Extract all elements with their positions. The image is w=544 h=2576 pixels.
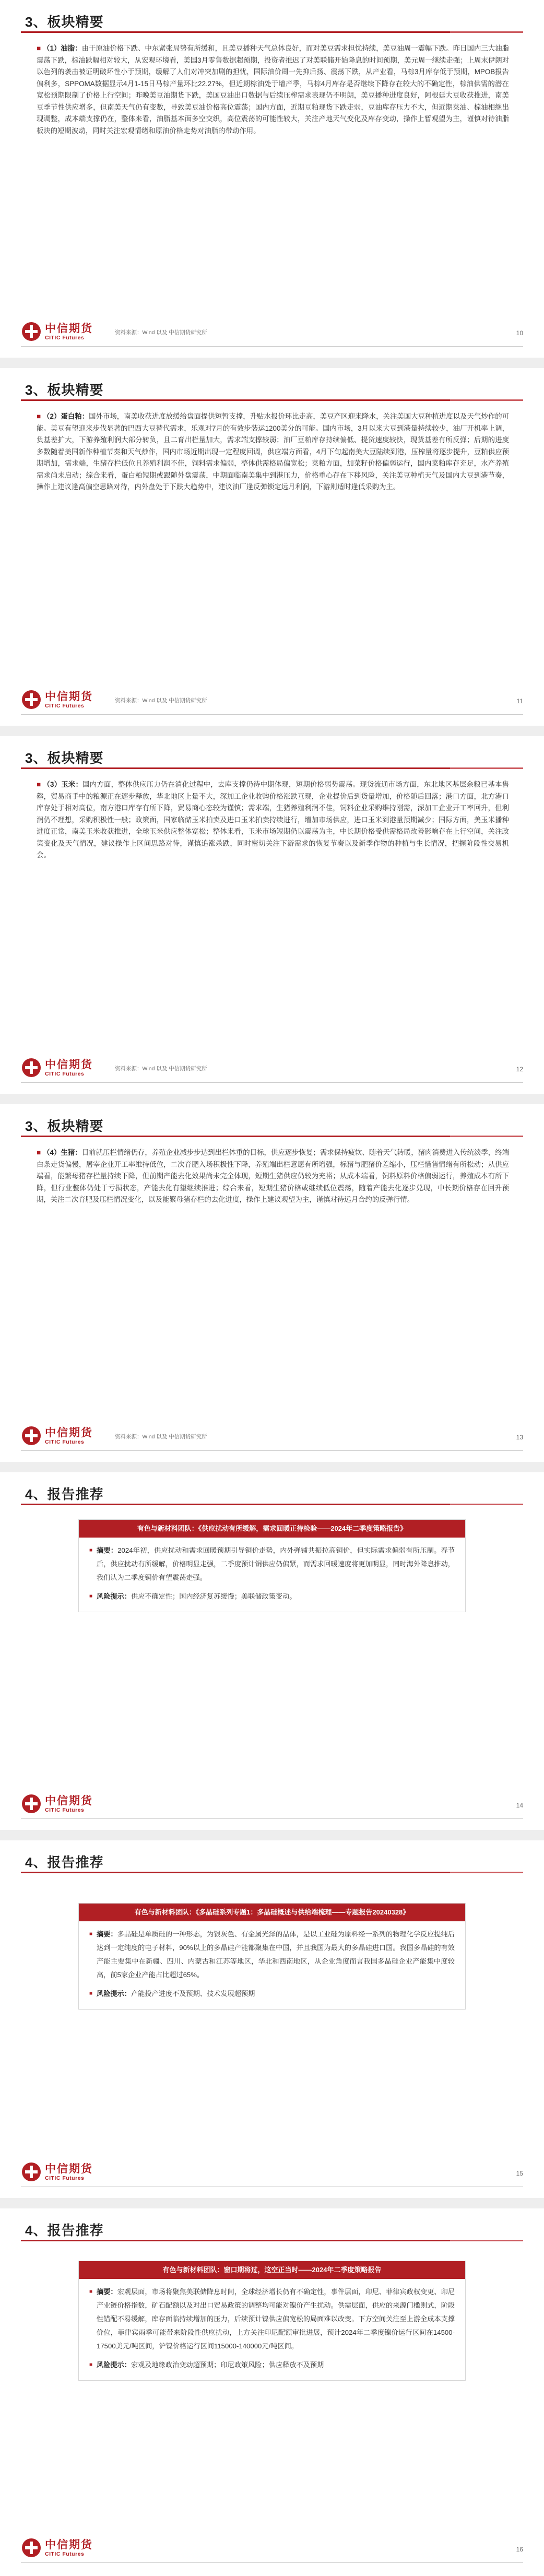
report-title[interactable]: 有色与新材料团队：《供应扰动有所缓解，需求回暖正待检验——2024年二季度策略报告》 <box>79 1520 465 1538</box>
page-number: 14 <box>516 1802 523 1809</box>
body-paragraph <box>37 1147 509 1206</box>
citic-logo-icon <box>21 1425 42 1446</box>
footer-rule <box>21 346 523 347</box>
footer-source: 资料来源：Wind 以及 中信期货研究所 <box>115 698 207 704</box>
report-risk: ■ 风险提示：产能投产进度不及预期、技术发展超预期 <box>89 1987 455 2001</box>
page-number: 12 <box>516 1066 523 1073</box>
footer-rule <box>21 1082 523 1083</box>
section-divider <box>21 1136 523 1137</box>
report-summary: ■ 摘要：2024年初，供应扰动和需求回暖预期引导铜价走势，内外弹铺共振拉高铜价，但实际需求偏弱有所压制。春节后，供应扰动有所缓解，价格明显走强，二季度预计铜供应仍偏紧，而需求回暖速度将更加明显，同时海外降息推动，我们认为二季度铜价有望震荡走强。 <box>89 1544 455 1585</box>
paragraph-lead: （4）生猪： <box>43 1149 82 1156</box>
logo-cn-text: 中信期货 <box>45 1794 93 1807</box>
citic-logo-icon <box>21 1057 42 1078</box>
paragraph-lead: （3）玉米： <box>43 781 83 788</box>
report-risk: ■ 风险提示：宏观及地缘政治变动超预期；印尼政策风险；供应释放不及预期 <box>89 2358 455 2372</box>
footer-rule <box>21 2562 523 2563</box>
section-divider <box>21 767 523 769</box>
page-separator <box>0 2198 544 2208</box>
logo-en-text: CITIC Futures <box>45 2551 85 2557</box>
report-card <box>78 1519 466 1612</box>
page-number: 11 <box>516 698 523 705</box>
citic-logo-icon <box>21 689 42 710</box>
section-title: 4、报告推荐 <box>25 1486 104 1502</box>
report-summary: ■ 摘要：宏观层面，市场将聚焦美联储降息时间，全球经济增长仍有不确定性，事件层面，印尼、菲律宾政权变更、印尼产业链价格指数，矿石配额以及对出口贸易政策的调整均可能对镍价产生扰动。供需层面，供应的来源门槛则式，阶段性错配不易缓解，库存面临持续增加的压力，后续预计镍供应偏宽松的局面难以改变。下方空间关注至上游全成本支撑价位，菲律宾雨季可能带来阶段性供应扰动，上方关注印尼配额审批进展，预计2024年二季度镍价运行区间在14500-17500美元/吨区间，沪镍价格运行区间115000-140000元/吨区间。 <box>89 2285 455 2353</box>
body-paragraph <box>37 411 509 493</box>
citic-logo-icon <box>21 2161 42 2182</box>
citic-logo-icon <box>21 321 42 342</box>
section-divider <box>21 399 523 401</box>
report-body <box>79 2279 465 2380</box>
footer-rule <box>21 1450 523 1451</box>
paragraph-text: 国外市场，南美收获进度放缓给盘面提供短暂支撑，升贴水报价环比走高，美豆产区迎来降水，关注美国大豆种植进度以及天气炒作的可能。美豆有望迎来步伐显著的巴西大豆替代需求，乐观对7月的有效步装运1200美分的可能。国内市场，3月以来大豆到港量持续较少，油厂开机率上调，负基差扩大，下游养殖利润大部分转负，且二育出栏量加大，需求端支撑较弱；油厂豆粕库存持续偏低、提货速度较快，现货基差有所反弹；后期的进度多数随着美国新作种植节奏和天气炒作，国内市场近期出现一定程度回调，供应端方面看，4月下旬起南美大豆陆续到港，压榨量将逐步提升，豆粕供应预期增加，需求端，生猪存栏低位且养殖利润不佳，饲料需求偏弱，整体供需格局偏宽松；菜粕方面，加菜籽价格偏弱运行，国内菜粕库存充足，水产养殖需求尚未启动；综合来看，蛋白粕短期或跟随外盘震荡，中期面临南美集中到港压力，价格重心存在下移风险，关注美豆种植天气及国内大豆到港节奏，操作上建议逢高偏空思路对待，内外盘处于下跌大趋势中，建议油厂逢反弹锁定远月利润，下游则适时逢低采购为主。 <box>37 412 509 491</box>
page-footer <box>21 1420 523 1451</box>
citic-futures-logo <box>21 2160 104 2183</box>
section-title: 3、板块精要 <box>25 1118 104 1134</box>
logo-cn-text: 中信期货 <box>45 690 93 703</box>
section-title: 4、报告推荐 <box>25 2223 104 2238</box>
slide-page-12 <box>0 736 544 1094</box>
slide-page-15 <box>0 1840 544 2198</box>
page-footer <box>21 2156 523 2188</box>
footer-rule <box>21 1818 523 1819</box>
page-separator <box>0 1094 544 1104</box>
page-footer <box>21 316 523 347</box>
slide-page-13 <box>0 1104 544 1462</box>
section-title: 3、板块精要 <box>25 382 104 398</box>
paragraph-text: 国内方面，整体供应压力仍在消化过程中，去库支撑仍待中期体现，短期价格弱势震荡。现货流通市场方面，东北地区基层余粮已基本售罄，贸易商手中的粮源正在逐步释放，华北地区上量不大，深加工企业收购价格涨跌互现，企业提价后到货量增加，价格随后回落；港口方面，北方港口库存处于相对高位，南方港口库存有所下降，贸易商心态较为谨慎；需求端，生猪养殖利润不佳，饲料企业采购维持刚需，深加工企业开工率回升，但利润仍不理想，采购积极性一般；政策面，国家临储玉米拍卖及进口玉米拍卖持续进行，增加市场供应，进口玉米到港量预期减少；国际方面，美玉米播种进度正常，南美玉米收获推进，全球玉米供应整体宽松；整体来看，玉米市场短期仍以震荡为主，中长期价格受供需格局改善影响存在上行空间，关注政策变化及天气情况，建议操作上区间思路对待，谨慎追涨杀跌，同时密切关注下游需求的恢复节奏以及新季作物的种植与生长情况，把握阶段性交易机会。 <box>37 781 510 859</box>
citic-futures-logo <box>21 320 104 343</box>
logo-en-text: CITIC Futures <box>45 1439 85 1445</box>
page-number: 10 <box>516 329 523 337</box>
logo-en-text: CITIC Futures <box>45 2175 85 2181</box>
report-body <box>79 1538 465 1612</box>
citic-futures-logo <box>21 2536 104 2559</box>
bullet-icon: ■ <box>37 1149 41 1156</box>
citic-logo-icon <box>21 1793 42 1814</box>
logo-cn-text: 中信期货 <box>45 1058 93 1071</box>
citic-logo-icon <box>21 2537 42 2558</box>
report-body <box>79 1921 465 2009</box>
logo-en-text: CITIC Futures <box>45 1807 85 1813</box>
footer-rule <box>21 714 523 715</box>
page-separator <box>0 1830 544 1840</box>
paragraph-lead: （2）蛋白粕： <box>43 412 89 420</box>
page-separator <box>0 726 544 736</box>
citic-futures-logo <box>21 688 104 711</box>
paragraph-text: 目前就压栏情绪仍存，养殖企业减步步达到出栏体重的目标，供应逐步恢复；需求保持疲软、随着天气转暖，猪肉消费进入传统淡季，终端白条走货偏慢，屠宰企业开工率维持低位，二次育肥入场积极性下降，养殖端出栏意愿有所增强，标猪与肥猪价差缩小，压栏惜售情绪有所松动；从供应端看，能繁母猪存栏量持续下降，但前期产能去化效果尚未完全体现，短期生猪供应仍较为充裕；从成本端看，饲料原料价格偏弱运行，养殖成本有所下降，但行业整体仍处于亏损状态，产能去化有望继续推进；综合来看，短期生猪价格或继续低位震荡，随着产能去化逐步兑现，中长期价格存在回升预期，关注二次育肥及压栏情况变化，以及能繁母猪存栏的去化进度，操作上建议观望为主，谨慎对待远月合约的反弹行情。 <box>37 1149 510 1203</box>
slide-page-14 <box>0 1472 544 1830</box>
footer-source: 资料来源：Wind 以及 中信期货研究所 <box>115 1434 207 1440</box>
page-footer <box>21 1052 523 1083</box>
body-paragraph <box>37 43 509 137</box>
logo-cn-text: 中信期货 <box>45 1426 93 1439</box>
report-card <box>78 2261 466 2381</box>
report-summary: ■ 摘要：多晶硅是单质硅的一种形态，为银灰色、有金属光泽的晶体，是以工业硅为原料经一系列的物理化学反应提纯后达到一定纯度的电子材料，90%以上的多晶硅产能都聚集在中国，并且我国为最大的多晶硅进口国。我国多晶硅的有效产能主要集中在新疆、四川、内蒙古和江苏等地区，华北和西南地区，从企业角度而言我国多晶硅企业产能集中度较高，前5家企业产能占比超过65%。 <box>89 1928 455 1982</box>
page-number: 15 <box>516 2170 523 2177</box>
bullet-icon: ■ <box>37 781 41 788</box>
paragraph-text: 由于原油价格下跌、中东紧张局势有所缓和，且美豆播种天气总体良好，而对美豆需求担忧持续，美豆油周一震幅下跌。昨日国内三大油脂震荡下跌，棕油跌幅相对较大，从宏观环境看，美国3月零售数据超预期，投资者推迟了对美联储开始降息的时间预期，美元周一继续走强；上周末伊朗对以色列的袭击被证明破坏性小于预期，缓解了人们对冲突加剧的担忧，国际油价周一先抑后扬、震荡下跌，从产业看，马棕3月库存低于预期，MPOB报告偏利多，SPPOMA数据显示4月1-15日马棕产量环比22.27%，但近期棕油处于增产季，马棕4月库存是否继续下降存在较大的不确定性，棕油供需的潜在宽松预期限制了价格上行空间；昨晚美豆油期货下跌，美国豆油出口数据与后续压榨需求表现仍不明朗，美豆播种进度良好，阿根廷大豆收获推进，南美豆季节性供应增多，但南美天气仍有变数，导致美豆油价格高位震荡；国内方面，近期豆粕现货下跌走弱，豆油库存压力不大，但近期菜油、棕油相继出现调整，成本端支撑仍在，整体来看，油脂基本面多空交织，高位震荡的可能性较大，关注产地天气变化及库存变动，操作上暂观望为主，谨慎对待油脂板块的短期波动，同时关注宏观情绪和原油价格走势对油脂的带动作用。 <box>37 44 510 135</box>
bullet-icon: ■ <box>37 412 41 420</box>
footer-source: 资料来源：Wind 以及 中信期货研究所 <box>115 1066 207 1072</box>
paragraph-lead: （1）油脂： <box>43 44 82 52</box>
citic-futures-logo <box>21 1792 104 1815</box>
slide-page-11 <box>0 368 544 726</box>
slide-page-16 <box>0 2208 544 2576</box>
section-title: 4、报告推荐 <box>25 1854 104 1870</box>
logo-cn-text: 中信期货 <box>45 2162 93 2175</box>
section-divider <box>21 1872 523 1873</box>
section-title: 3、板块精要 <box>25 14 104 30</box>
logo-en-text: CITIC Futures <box>45 1071 85 1077</box>
report-card <box>78 1903 466 2010</box>
page-footer <box>21 2532 523 2563</box>
page-number: 13 <box>516 1434 523 1441</box>
report-title[interactable]: 有色与新材料团队：《多晶硅系列专题1：多晶硅概述与供给端梳理——专题报告20240328》 <box>79 1904 465 1921</box>
logo-en-text: CITIC Futures <box>45 335 85 341</box>
citic-futures-logo <box>21 1056 104 1079</box>
section-title: 3、板块精要 <box>25 750 104 766</box>
bullet-icon: ■ <box>37 44 41 52</box>
section-divider <box>21 31 523 33</box>
section-divider <box>21 2240 523 2241</box>
report-risk: ■ 风险提示：供应不确定性；国内经济复苏缓慢；美联储政策变动。 <box>89 1590 455 1603</box>
report-title[interactable]: 有色与新材料团队：窗口期将过，这空正当时——2024年二季度策略报告 <box>79 2261 465 2279</box>
page-separator <box>0 1462 544 1472</box>
page-footer <box>21 1788 523 1819</box>
logo-en-text: CITIC Futures <box>45 703 85 709</box>
section-divider <box>21 1504 523 1505</box>
logo-cn-text: 中信期货 <box>45 322 93 335</box>
slide-page-10 <box>0 0 544 358</box>
page-separator <box>0 358 544 368</box>
page-footer <box>21 684 523 715</box>
logo-cn-text: 中信期货 <box>45 2538 93 2551</box>
citic-futures-logo <box>21 1424 104 1447</box>
footer-source: 资料来源：Wind 以及 中信期货研究所 <box>115 329 207 336</box>
body-paragraph <box>37 779 509 861</box>
page-number: 16 <box>516 2546 523 2553</box>
